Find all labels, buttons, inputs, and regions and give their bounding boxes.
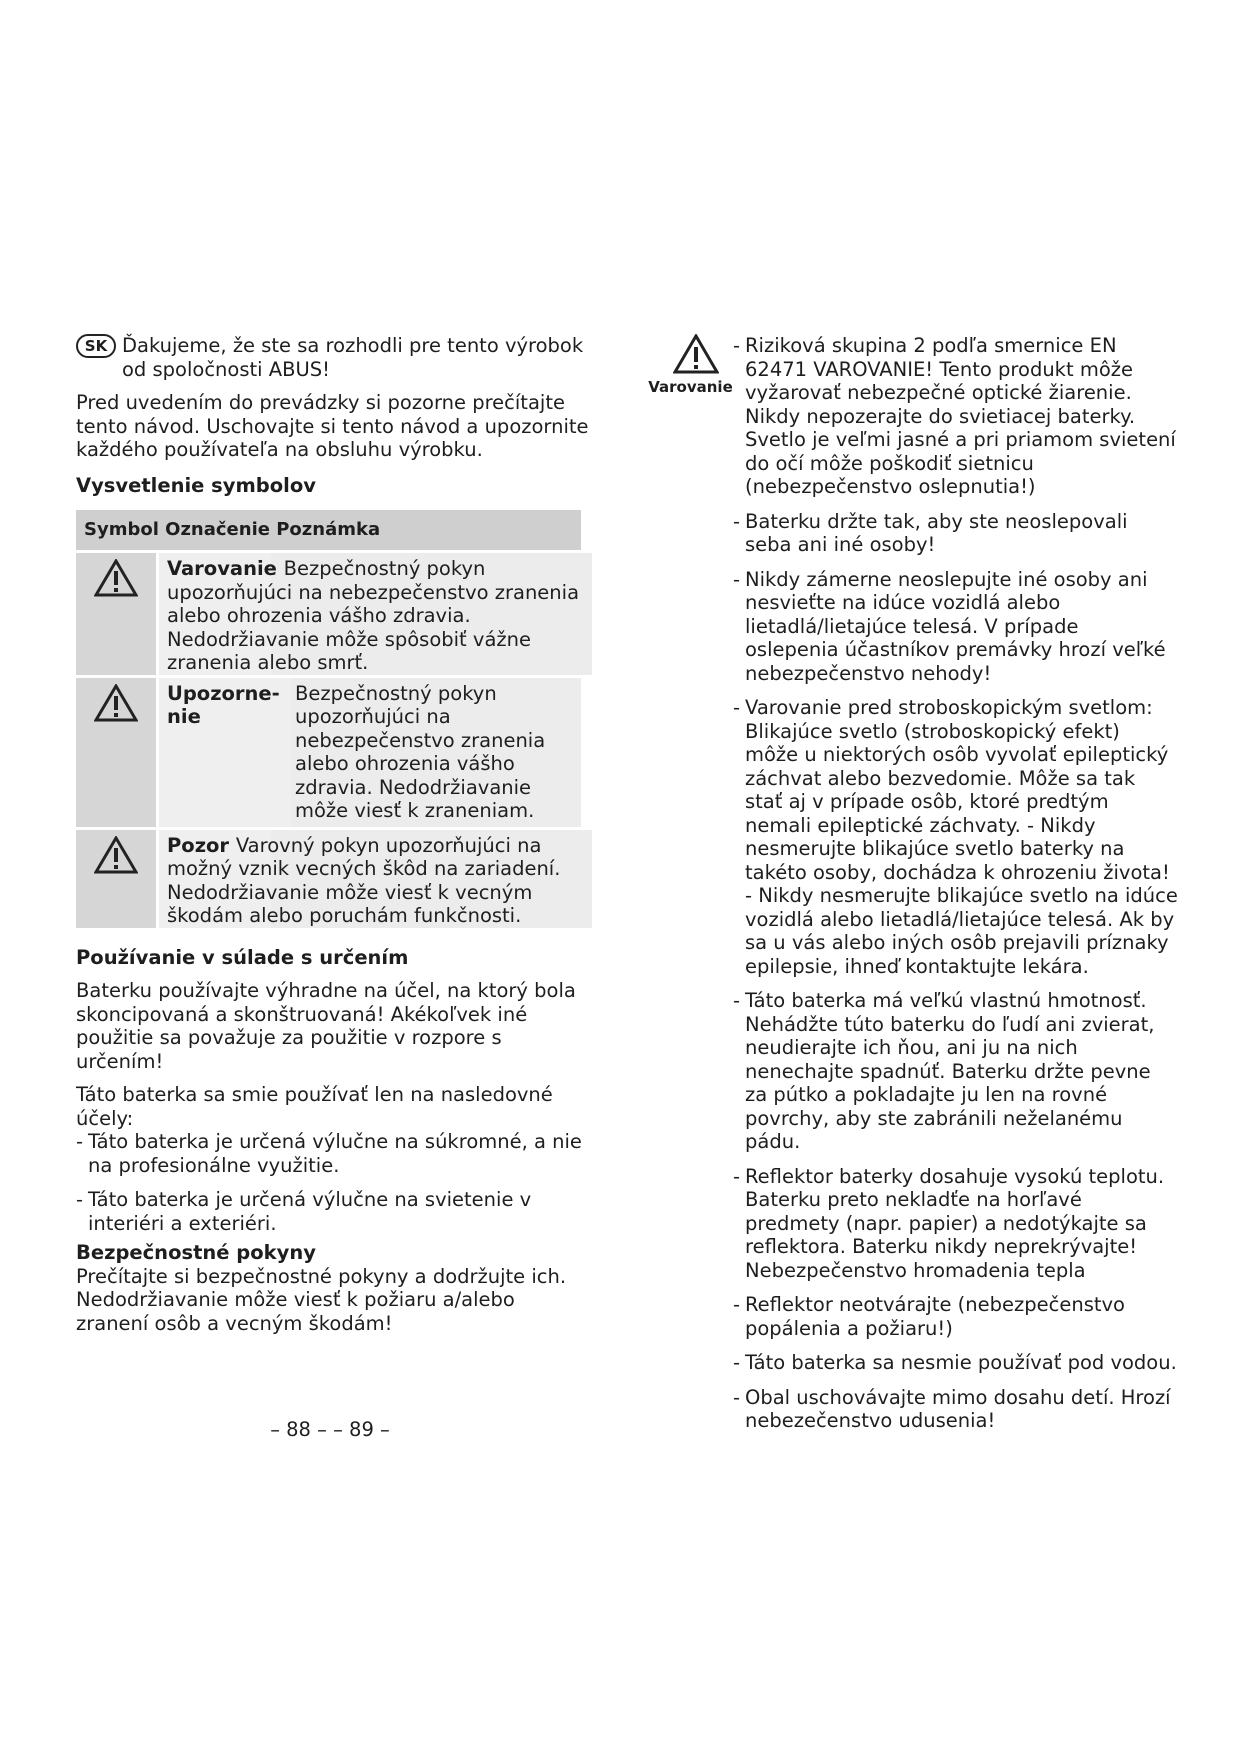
warning-triangle-icon <box>94 684 138 722</box>
symbols-table-header: Symbol Označenie Poznámka <box>76 510 581 550</box>
left-column <box>76 334 591 1335</box>
usage-intro: Táto baterka sa smie používať len na nasledovné účely: <box>76 1083 553 1130</box>
intro-line <box>76 334 591 381</box>
safety-bullet: Táto baterka sa nesmie používať pod vodou. <box>745 1351 1177 1374</box>
warning-triangle-icon <box>673 334 719 374</box>
icon-cell <box>76 830 159 928</box>
symbol-name: Pozor <box>167 833 230 857</box>
safety-paragraph: Prečítajte si bezpečnostné pokyny a dodržujte ich. Nedodržiavanie môže viesť k požiaru a/alebo zranení osôb a vecným škodám! <box>76 1264 567 1335</box>
right-bullets <box>658 510 1178 1433</box>
symbol-note: Varovný pokyn upozorňujúci na možný vznik vecných škôd na zariadení. Nedodržiavanie môže viesť k vecným škodám alebo poruchám funkčnosti. <box>167 833 561 927</box>
table-row <box>76 827 581 928</box>
list-item: - Reflektor baterky dosahuje vysokú teplotu. Baterku preto nekladťe na horľavé predmety (napr. papier) a nedotýkajte sa reflektora. Baterku nikdy neprekrývajte! Nebezpečenstvo hromadenia tepla <box>733 1165 1178 1283</box>
safety-bullet: Nikdy zámerne neoslepujte iné osoby ani nesvieťte na idúce vozidlá alebo lietadlá/lietajúce telesá. V prípade oslepenia účastníkov premávky hrozí veľké nebezpečenstvo nehody! <box>745 567 1166 685</box>
warning-side <box>648 334 733 499</box>
list-item: - Obal uschovávajte mimo dosahu detí. Hrozí nebezečenstvo udusenia! <box>733 1386 1178 1433</box>
language-badge: SK <box>76 334 116 358</box>
table-row <box>76 675 581 827</box>
usage-paragraph: Baterku používajte výhradne na účel, na ktorý bola skoncipovaná a skonštruovaná! Akékoľvek iné použitie sa považuje za použitie v rozpore s určením! <box>76 979 576 1073</box>
warning-label: Varovanie <box>648 378 733 396</box>
safety-bullet: Táto baterka má veľkú vlastnú hmotnosť. Nehádžte túto baterku do ľudí ani zvierat, neudierajte ich ňou, ani ju na nich nenechajte spadnúť. Baterku držte pevne za pútko a pokladajte ju len na rovné povrchy, aby ste zabránili neželanému pádu. <box>745 989 1155 1153</box>
right-column <box>648 334 1178 1433</box>
safety-heading: Bezpečnostné pokyny <box>76 1241 316 1264</box>
usage-bullet: Táto baterka je určená výlučne na svietenie v interiéri a exteriéri. <box>88 1188 532 1235</box>
symbols-heading: Vysvetlenie symbolov <box>76 473 316 497</box>
usage-heading: Používanie v súlade s určením <box>76 945 409 969</box>
page-numbers: – 88 – – 89 – <box>270 1418 390 1441</box>
row-content <box>159 830 592 928</box>
symbol-name: Varovanie <box>167 557 277 580</box>
table-row <box>76 550 581 675</box>
symbols-table <box>76 510 581 928</box>
intro-text: Ďakujeme, že ste sa rozhodli pre tento výrobok od spoločnosti ABUS! <box>122 334 584 381</box>
safety-bullet: Baterku držte tak, aby ste neoslepovali seba ani iné osoby! <box>745 509 1128 556</box>
warning-block <box>648 334 1178 499</box>
safety-bullet: Reflektor baterky dosahuje vysokú teplotu. Baterku preto nekladťe na horľavé predmety (napr. papier) a nedotýkajte sa reflektora. Baterku nikdy neprekrývajte! Nebezpečenstvo hromadenia tepla <box>745 1164 1165 1282</box>
intro-paragraph: Pred uvedením do prevádzky si pozorne prečítajte tento návod. Uschovajte si tento návod a upozornite každého používateľa na obsluhu výrobku. <box>76 391 589 461</box>
symbol-note: Bezpečnostný pokyn upozorňujúci na nebezpečenstvo zranenia alebo ohrozenia vášho zdravia. Nedodržiavanie môže spôsobiť vážne zranenia alebo smrť. <box>167 557 580 674</box>
safety-bullet: Varovanie pred stroboskopickým svetlom: Blikajúce svetlo (stroboskopický efekt) môže u niektorých osôb vyvolať epileptický záchvat alebo bezvedomie. Môže sa tak stať aj v prípade osôb, ktoré predtým nemali epileptické záchvaty. - Nikdy nesmerujte blikajúce svetlo baterky na takéto osoby, dochádza k ohrozeniu života! - Nikdy nesmerujte blikajúce svetlo na idúce vozidlá alebo lietadlá/lietajúce telesá. Ak by sa u vás alebo iných osôb prejavili príznaky epilepsie, ihneď kontaktujte lekára. <box>745 696 1178 978</box>
usage-bullet: Táto baterka je určená výlučne na súkromné, a nie na profesionálne využitie. <box>88 1130 582 1177</box>
row-content <box>159 553 592 675</box>
safety-bullet: Reflektor neotvárajte (nebezpečenstvo popálenia a požiaru!) <box>745 1293 1125 1340</box>
icon-cell <box>76 553 159 675</box>
list-item: - Táto baterka je určená výlučne na svietenie v interiéri a exteriéri. <box>76 1188 591 1235</box>
warning-triangle-icon <box>94 836 138 874</box>
symbol-note: Bezpečnostný pokyn upozorňujúci na nebezpečenstvo zranenia alebo ohrozenia vášho zdravia. Nedodržiavanie môže viesť k zraneniam. <box>291 678 581 827</box>
list-item: - Táto baterka je určená výlučne na súkromné, a nie na profesionálne využitie. <box>76 1130 591 1177</box>
list-item: - Nikdy zámerne neoslepujte iné osoby ani nesvieťte na idúce vozidlá alebo lietadlá/lietajúce telesá. V prípade oslepenia účastníkov premávky hrozí veľké nebezpečenstvo nehody! <box>733 568 1178 686</box>
warning-text: Riziková skupina 2 podľa smernice EN 62471 VAROVANIE! Tento produkt môže vyžarovať nebezpečné optické žiarenie. Nikdy nepozerajte do svietiacej baterky. Svetlo je veľmi jasné a pri priamom svietení do očí môže poškodiť sietnicu (nebezpečenstvo oslepnutia!) <box>745 334 1176 498</box>
list-item: - Táto baterka má veľkú vlastnú hmotnosť. Nehádžte túto baterku do ľudí ani zvierat, neudierajte ich ňou, ani ju na nich nenechajte spadnúť. Baterku držte pevne za pútko a pokladajte ju len na rovné povrchy, aby ste zabránili neželanému pádu. <box>733 989 1178 1154</box>
warning-text-wrap: - Riziková skupina 2 podľa smernice EN 62471 VAROVANIE! Tento produkt môže vyžarovať nebezpečné optické žiarenie. Nikdy nepozerajte do svietiacej baterky. Svetlo je veľmi jasné a pri priamom svietení do očí môže poškodiť sietnicu (nebezpečenstvo oslepnutia!) <box>733 334 1178 499</box>
safety-bullet: Obal uschovávajte mimo dosahu detí. Hrozí nebezečenstvo udusenia! <box>745 1385 1171 1432</box>
icon-cell <box>76 678 159 827</box>
list-item: - Varovanie pred stroboskopickým svetlom: Blikajúce svetlo (stroboskopický efekt) môže u niektorých osôb vyvolať epileptický záchvat alebo bezvedomie. Môže sa tak stať aj v prípade osôb, ktoré predtým nemali epileptické záchvaty. - Nikdy nesmerujte blikajúce svetlo baterky na takéto osoby, dochádza k ohrozeniu života! - Nikdy nesmerujte blikajúce svetlo na idúce vozidlá alebo lietadlá/lietajúce telesá. Ak by sa u vás alebo iných osôb prejavili príznaky epilepsie, ihneď kontaktujte lekára. <box>733 696 1178 978</box>
warning-triangle-icon <box>94 559 138 597</box>
symbol-name: Upozorne-nie <box>159 678 291 827</box>
list-item: - Baterku držte tak, aby ste neoslepovali seba ani iné osoby! <box>733 510 1178 557</box>
list-item: - Táto baterka sa nesmie používať pod vodou. <box>733 1351 1177 1374</box>
list-item: - Reflektor neotvárajte (nebezpečenstvo popálenia a požiaru!) <box>733 1293 1178 1340</box>
